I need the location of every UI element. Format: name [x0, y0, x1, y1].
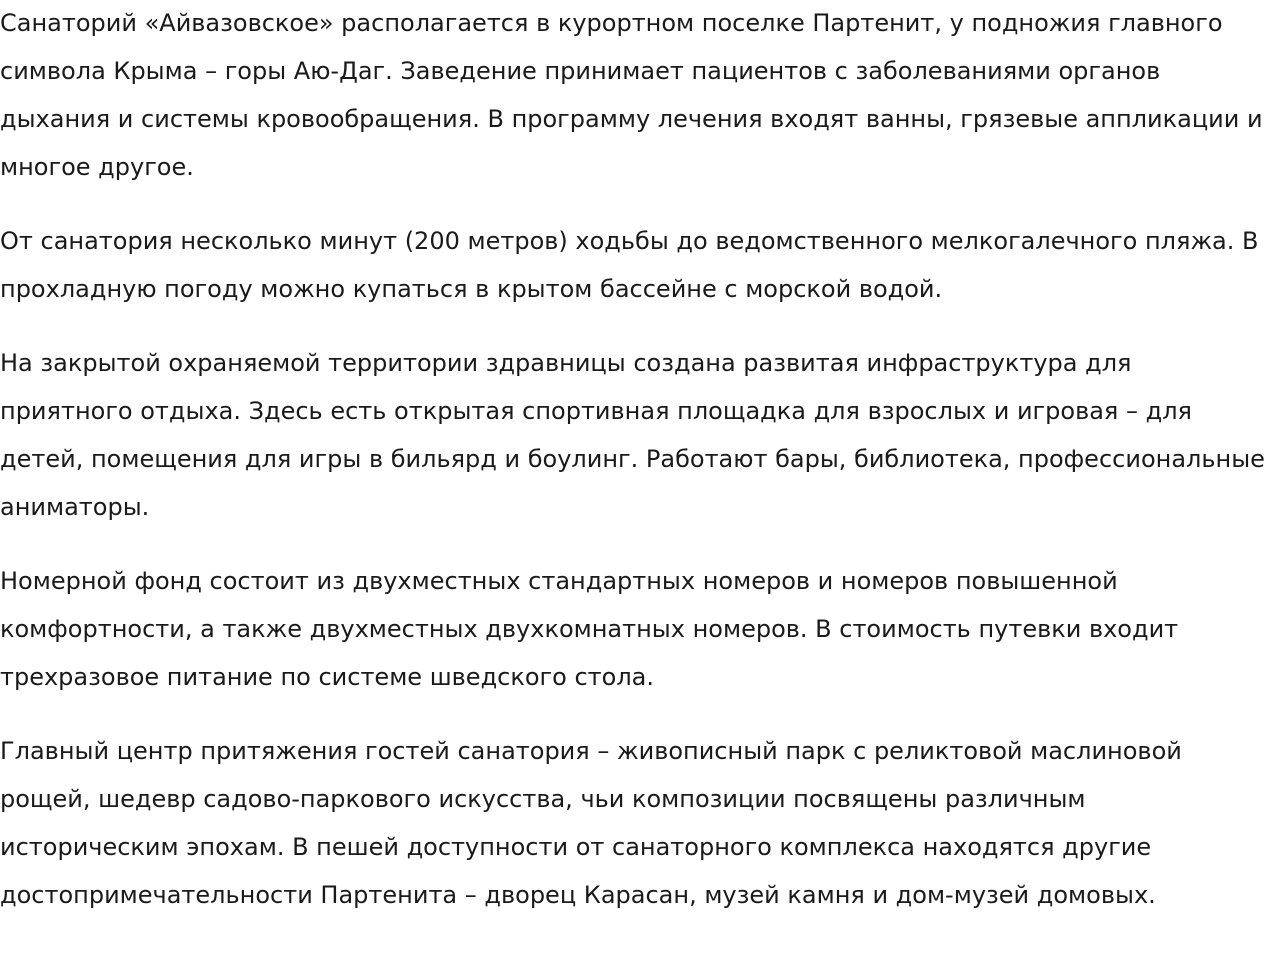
paragraph-beach: От санатория несколько минут (200 метров) ходьбы до ведомственного мелкогалечного пляжа. В прохладную погоду можно купаться в крытом бассейне с морской водой. — [0, 227, 1259, 303]
paragraph-location: Санаторий «Айвазовское» располагается в курортном поселке Партенит, у подножия главного символа Крыма – горы Аю-Даг. Заведение принимает пациентов с заболеваниями органов дыхания и системы кровообращения. В программу лечения входят ванны, грязевые аппликации и многое другое. — [0, 9, 1263, 181]
paragraph-park: Главный центр притяжения гостей санатория – живописный парк с реликтовой маслиновой рощей, шедевр садово-паркового искусства, чьи композиции посвящены различным историческим эпохам. В пешей доступности от санаторного комплекса находятся другие достопримечательности Партенита – дворец Карасан, музей камня и дом-музей домовых. — [0, 737, 1182, 909]
paragraph-infrastructure: На закрытой охраняемой территории здравницы создана развитая инфраструктура для приятного отдыха. Здесь есть открытая спортивная площадка для взрослых и игровая – для детей, помещения для игры в бильярд и боулинг. Работают бары, библиотека, профессиональные аниматоры. — [0, 349, 1265, 521]
paragraph-rooms: Номерной фонд состоит из двухместных стандартных номеров и номеров повышенной комфортности, а также двухместных двухкомнатных номеров. В стоимость путевки входит трехразовое питание по системе шведского стола. — [0, 567, 1179, 691]
